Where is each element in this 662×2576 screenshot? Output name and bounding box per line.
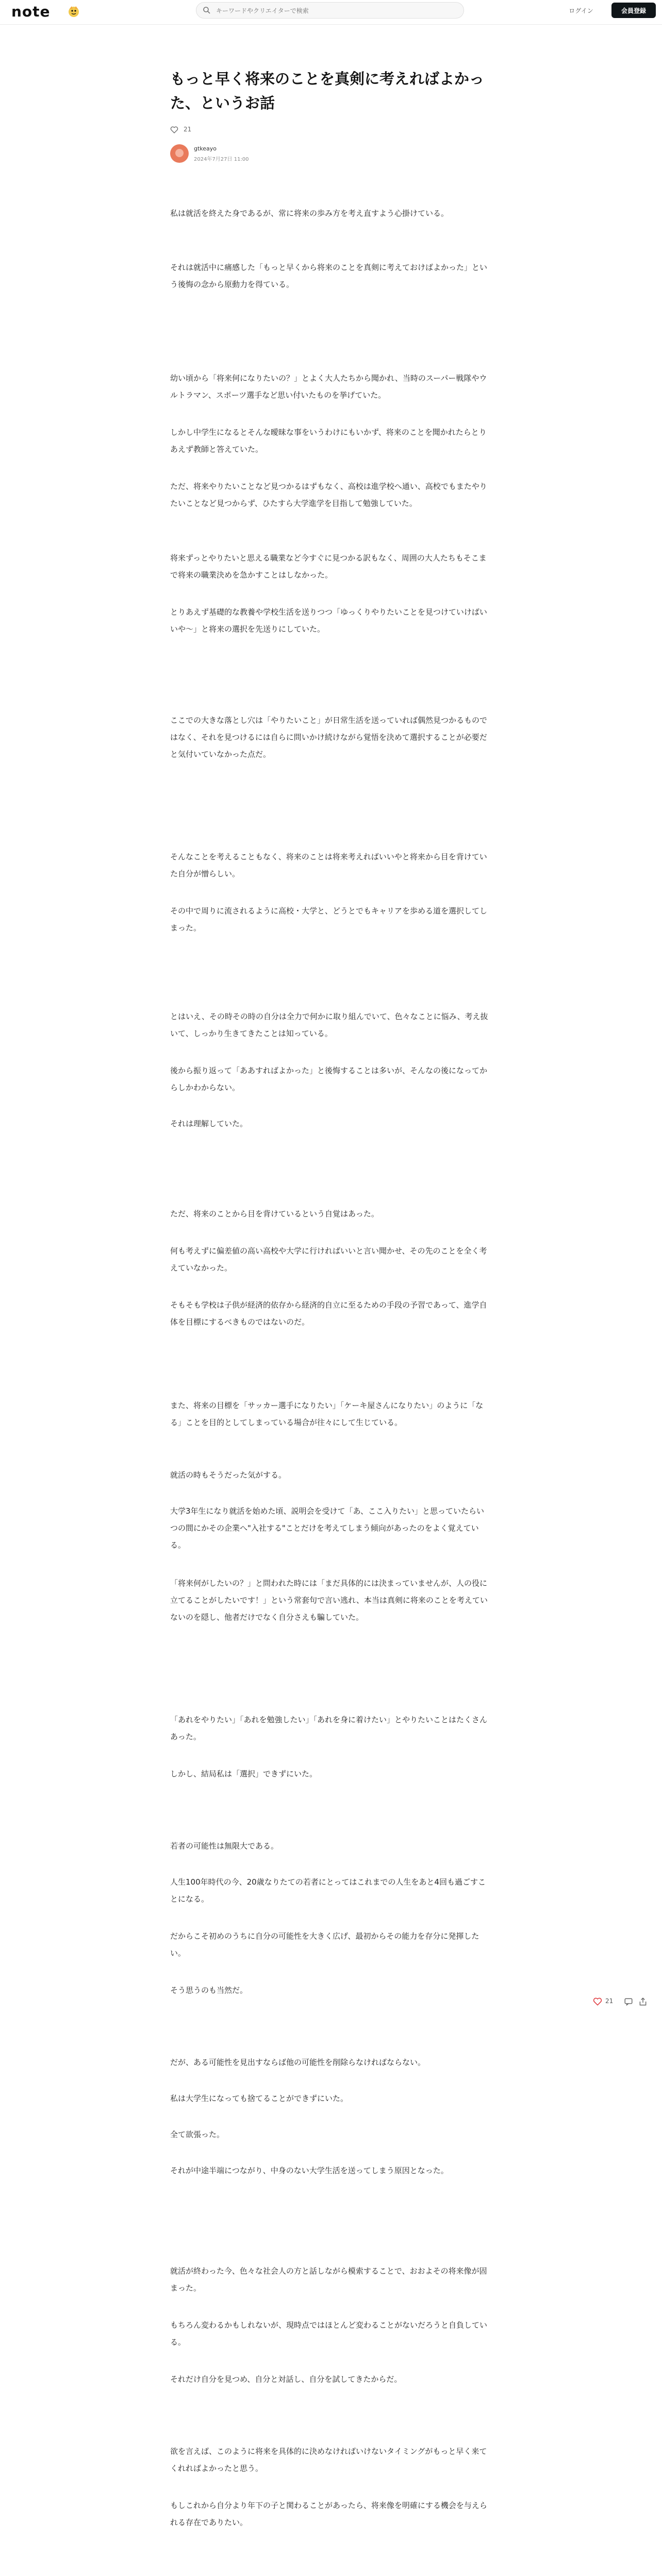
paragraph: 全て欲張った。 xyxy=(170,2130,225,2139)
paragraph: 大学3年生になり就活を始めた頃、説明会を受けて「あ、ここ入りたい」と思っていたらいつの間にかその企業へ"入社する"ことだけを考えてしまう傾向があったのをよく覚えている。 xyxy=(170,1506,484,1550)
comment-icon[interactable] xyxy=(624,1997,633,2006)
paragraph: もしこれから自分より年下の子と関わることがあったら、将来像を明確にする機会を与えられる存在でありたい。 xyxy=(170,2501,487,2527)
paragraph: だからこそ初めのうちに自分の可能性を大きく広げ、最初からその能力を存分に発揮したい。 xyxy=(170,1931,479,1958)
paragraph: それが中途半端につながり、中身のない大学生活を送ってしまう原因となった。 xyxy=(170,2166,449,2175)
paragraph: それだけ自分を見つめ、自分と対話し、自分を試してきたからだ。 xyxy=(170,2375,402,2384)
post-date: 2024年7月27日 11:00 xyxy=(194,157,249,162)
paragraph: そう思うのも当然だ。 xyxy=(170,1986,248,1995)
paragraph: また、将来の目標を「サッカー選手になりたい」「ケーキ屋さんになりたい」のように「なる」ことを目的としてしまっている場合が往々にして生じている。 xyxy=(170,1401,484,1427)
paragraph: それは理解していた。 xyxy=(170,1119,248,1128)
paragraph: その中で周りに流されるように高校・大学と、どうとでもキャリアを歩める道を選択してしまった。 xyxy=(170,906,488,933)
paragraph: 若者の可能性は無限大である。 xyxy=(170,1841,279,1851)
login-button[interactable]: ログイン xyxy=(558,3,604,18)
mascot-icon xyxy=(67,5,80,18)
search-icon xyxy=(203,6,211,14)
paragraph: 私は大学生になっても捨てることができずにいた。 xyxy=(170,2094,349,2103)
paragraph: もちろん変わるかもしれないが、現時点ではほとんど変わることがないだろうと自負している。 xyxy=(170,2320,488,2347)
share-icon[interactable] xyxy=(638,1997,648,2006)
paragraph: ただ、将来のことから目を背けているという自覚はあった。 xyxy=(170,1209,379,1218)
paragraph: 人生100年時代の今、20歳なりたての若者にとってはこれまでの人生をあと4回も過ごすことになる。 xyxy=(170,1877,486,1904)
paragraph: 「あれをやりたい」「あれを勉強したい」「あれを身に着けたい」とやりたいことはたくさんあった。 xyxy=(170,1715,488,1741)
signup-button[interactable]: 会員登録 xyxy=(611,3,656,18)
paragraph: 幼い頃から「将来何になりたいの？」とよく大人たちから聞かれ、当時のスーパー戦隊やウルトラマン、スポーツ選手など思い付いたものを挙げていた。 xyxy=(170,374,487,400)
paragraph: 将来ずっとやりたいと思える職業など今すぐに見つかる訳もなく、周囲の大人たちもそこまで将来の職業決めを急かすことはしなかった。 xyxy=(170,553,487,580)
search-input[interactable] xyxy=(215,3,459,19)
paragraph: そんなことを考えることもなく、将来のことは将来考えればいいやと将来から目を背けていた自分が憎らしい。 xyxy=(170,852,487,878)
avatar[interactable] xyxy=(170,144,189,163)
paragraph: とりあえず基礎的な教養や学校生活を送りつつ「ゆっくりやりたいことを見つけていけばいいや〜」と将来の選択を先送りにしていた。 xyxy=(170,607,487,634)
like-count: 21 xyxy=(184,126,192,133)
floating-actions xyxy=(593,1994,660,2009)
paragraph: だが、ある可能性を見出すならば他の可能性を削除らなければならない。 xyxy=(170,2058,426,2067)
site-header xyxy=(0,0,662,25)
paragraph: 就活が終わった今、色々な社会人の方と話しながら模索することで、おおよその将来像が固まった。 xyxy=(170,2266,487,2293)
paragraph: とはいえ、その時その時の自分は全力で何かに取り組んでいて、色々なことに悩み、考え抜いて、しっかり生きてきたことは知っている。 xyxy=(170,1012,488,1038)
paragraph: 後から振り返って「ああすればよかった」と後悔することは多いが、そんなの後になってからしかわからない。 xyxy=(170,1066,488,1092)
paragraph: ただ、将来やりたいことなど見つかるはずもなく、高校は進学校へ通い、高校でもまたやりたいことなど見つからず、ひたすら大学進学を目指して勉強していた。 xyxy=(170,482,487,508)
author-info[interactable] xyxy=(170,144,376,165)
paragraph: そもそも学校は子供が経済的依存から経済的自立に至るための手段の予習であって、進学自体を目標にするべきものではないのだ。 xyxy=(170,1300,487,1327)
paragraph: 何も考えずに偏差値の高い高校や大学に行ければいいと言い聞かせ、その先のことを全く考えていなかった。 xyxy=(170,1246,487,1273)
paragraph: 欲を言えば、このように将来を具体的に決めなければいけないタイミングがもっと早く来てくれればよかったと思う。 xyxy=(170,2447,487,2473)
paragraph: 「将来何がしたいの？」と問われた時には「まだ具体的には決まっていませんが、人の役に立てることがしたいです！」という常套句で言い逃れ、本当は真剣に将来のことを考えていないのを隠し、他者だけでなく自分さえも騙していた。 xyxy=(170,1579,488,1622)
author-name[interactable]: gtkeayo xyxy=(194,145,217,152)
paragraph: 就活の時もそうだった気がする。 xyxy=(170,1470,287,1480)
paragraph: しかし中学生になるとそんな曖昧な事をいうわけにもいかず、将来のことを聞かれたらとりあえず教師と答えていた。 xyxy=(170,428,487,454)
like-count: 21 xyxy=(605,1997,614,2005)
search-box[interactable] xyxy=(196,2,464,19)
paragraph: 私は就活を終えた身であるが、常に将来の歩み方を考え直すよう心掛けている。 xyxy=(170,209,449,218)
paragraph: しかし、結局私は「選択」できずにいた。 xyxy=(170,1769,318,1778)
article xyxy=(170,67,490,2527)
heart-icon[interactable] xyxy=(593,1997,602,2006)
paragraph: ここでの大きな落とし穴は「やりたいこと」が日常生活を送っていれば偶然見つかるものではなく、それを見つけるには自らに問いかけ続けながら覚悟を決めて選択することが必要だと気付いていなかった点だ。 xyxy=(170,716,488,759)
heart-icon[interactable] xyxy=(170,126,178,134)
paragraph: それは就活中に痛感した「もっと早くから将来のことを真剣に考えておけばよかった」という後悔の念から原動力を得ている。 xyxy=(170,263,488,289)
note-logo[interactable]: note xyxy=(11,3,51,20)
article-title: もっと早く将来のことを真剣に考えればよかった、というお話 xyxy=(170,70,485,112)
